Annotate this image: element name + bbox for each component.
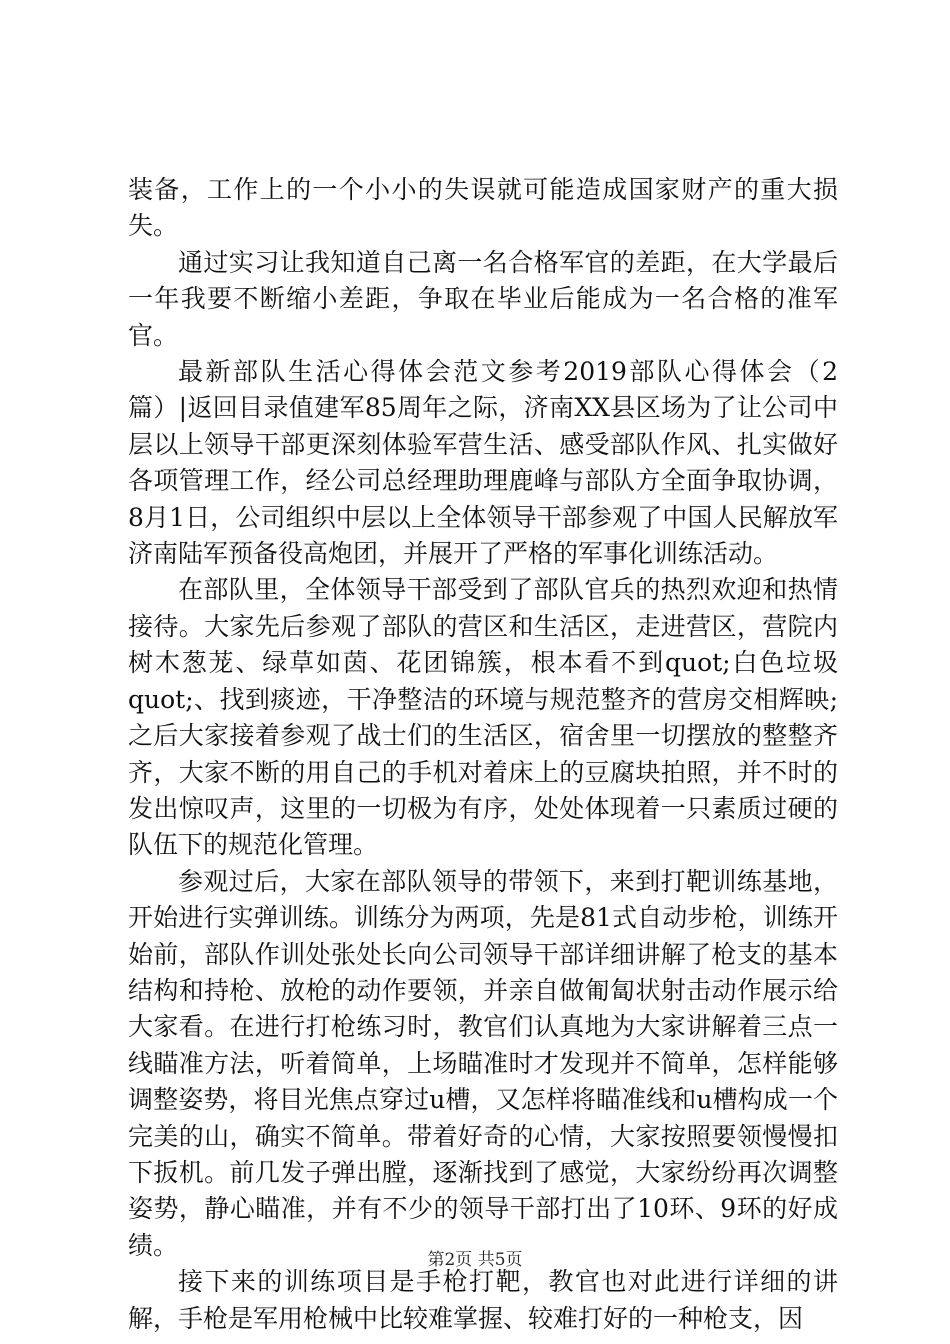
- paragraph-1: 装备，工作上的一个小小的失误就可能造成国家财产的重大损失。: [128, 175, 838, 241]
- paragraph-2: 通过实习让我知道自己离一名合格军官的差距，在大学最后一年我要不断缩小差距，争取在毕业后能成为一名合格的准军官。: [128, 247, 838, 350]
- paragraph-6: 接下来的训练项目是手枪打靶，教官也对此进行详细的讲解，手枪是军用枪械中比较难掌握、较难打好的一种枪支，因: [128, 1267, 838, 1333]
- document-body: [128, 172, 838, 1337]
- paragraph-3: 最新部队生活心得体会范文参考2019部队心得体会（2篇）|返回目录值建军85周年之际，济南XX县区场为了让公司中层以上领导干部更深刻体验军营生活、感受部队作风、扎实做好各项管理工作，经公司总经理助理鹿峰与部队方全面争取协调，8月1日，公司组织中层以上全体领导干部参观了中国人民解放军济南陆军预备役高炮团，并展开了严格的军事化训练活动。: [128, 357, 838, 569]
- page-number-footer: 第2页 共5页: [427, 1250, 523, 1270]
- paragraph-4: 在部队里，全体领导干部受到了部队官兵的热烈欢迎和热情接待。大家先后参观了部队的营区和生活区，走进营区，营院内树木葱茏、绿草如茵、花团锦簇，根本看不到quot;白色垃圾quot;、找到痰迹，干净整洁的环境与规范整齐的营房交相辉映;之后大家接着参观了战士们的生活区，宿舍里一切摆放的整整齐齐，大家不断的用自己的手机对着床上的豆腐块拍照，并不时的发出惊叹声，这里的一切极为有序，处处体现着一只素质过硬的队伍下的规范化管理。: [128, 575, 838, 860]
- paragraph-5: 参观过后，大家在部队领导的带领下，来到打靶训练基地，开始进行实弹训练。训练分为两项，先是81式自动步枪，训练开始前，部队作训处张处长向公司领导干部详细讲解了枪支的基本结构和持枪、放枪的动作要领，并亲自做匍匐状射击动作展示给大家看。在进行打枪练习时，教官们认真地为大家讲解着三点一线瞄准方法，听着简单，上场瞄准时才发现并不简单，怎样能够调整姿势，将目光焦点穿过u槽，又怎样将瞄准线和u槽构成一个完美的山，确实不简单。带着好奇的心情，大家按照要领慢慢扣下扳机。前几发子弹出膛，逐渐找到了感觉，大家纷纷再次调整姿势，静心瞄准，并有不少的领导干部打出了10环、9环的好成绩。: [128, 866, 838, 1260]
